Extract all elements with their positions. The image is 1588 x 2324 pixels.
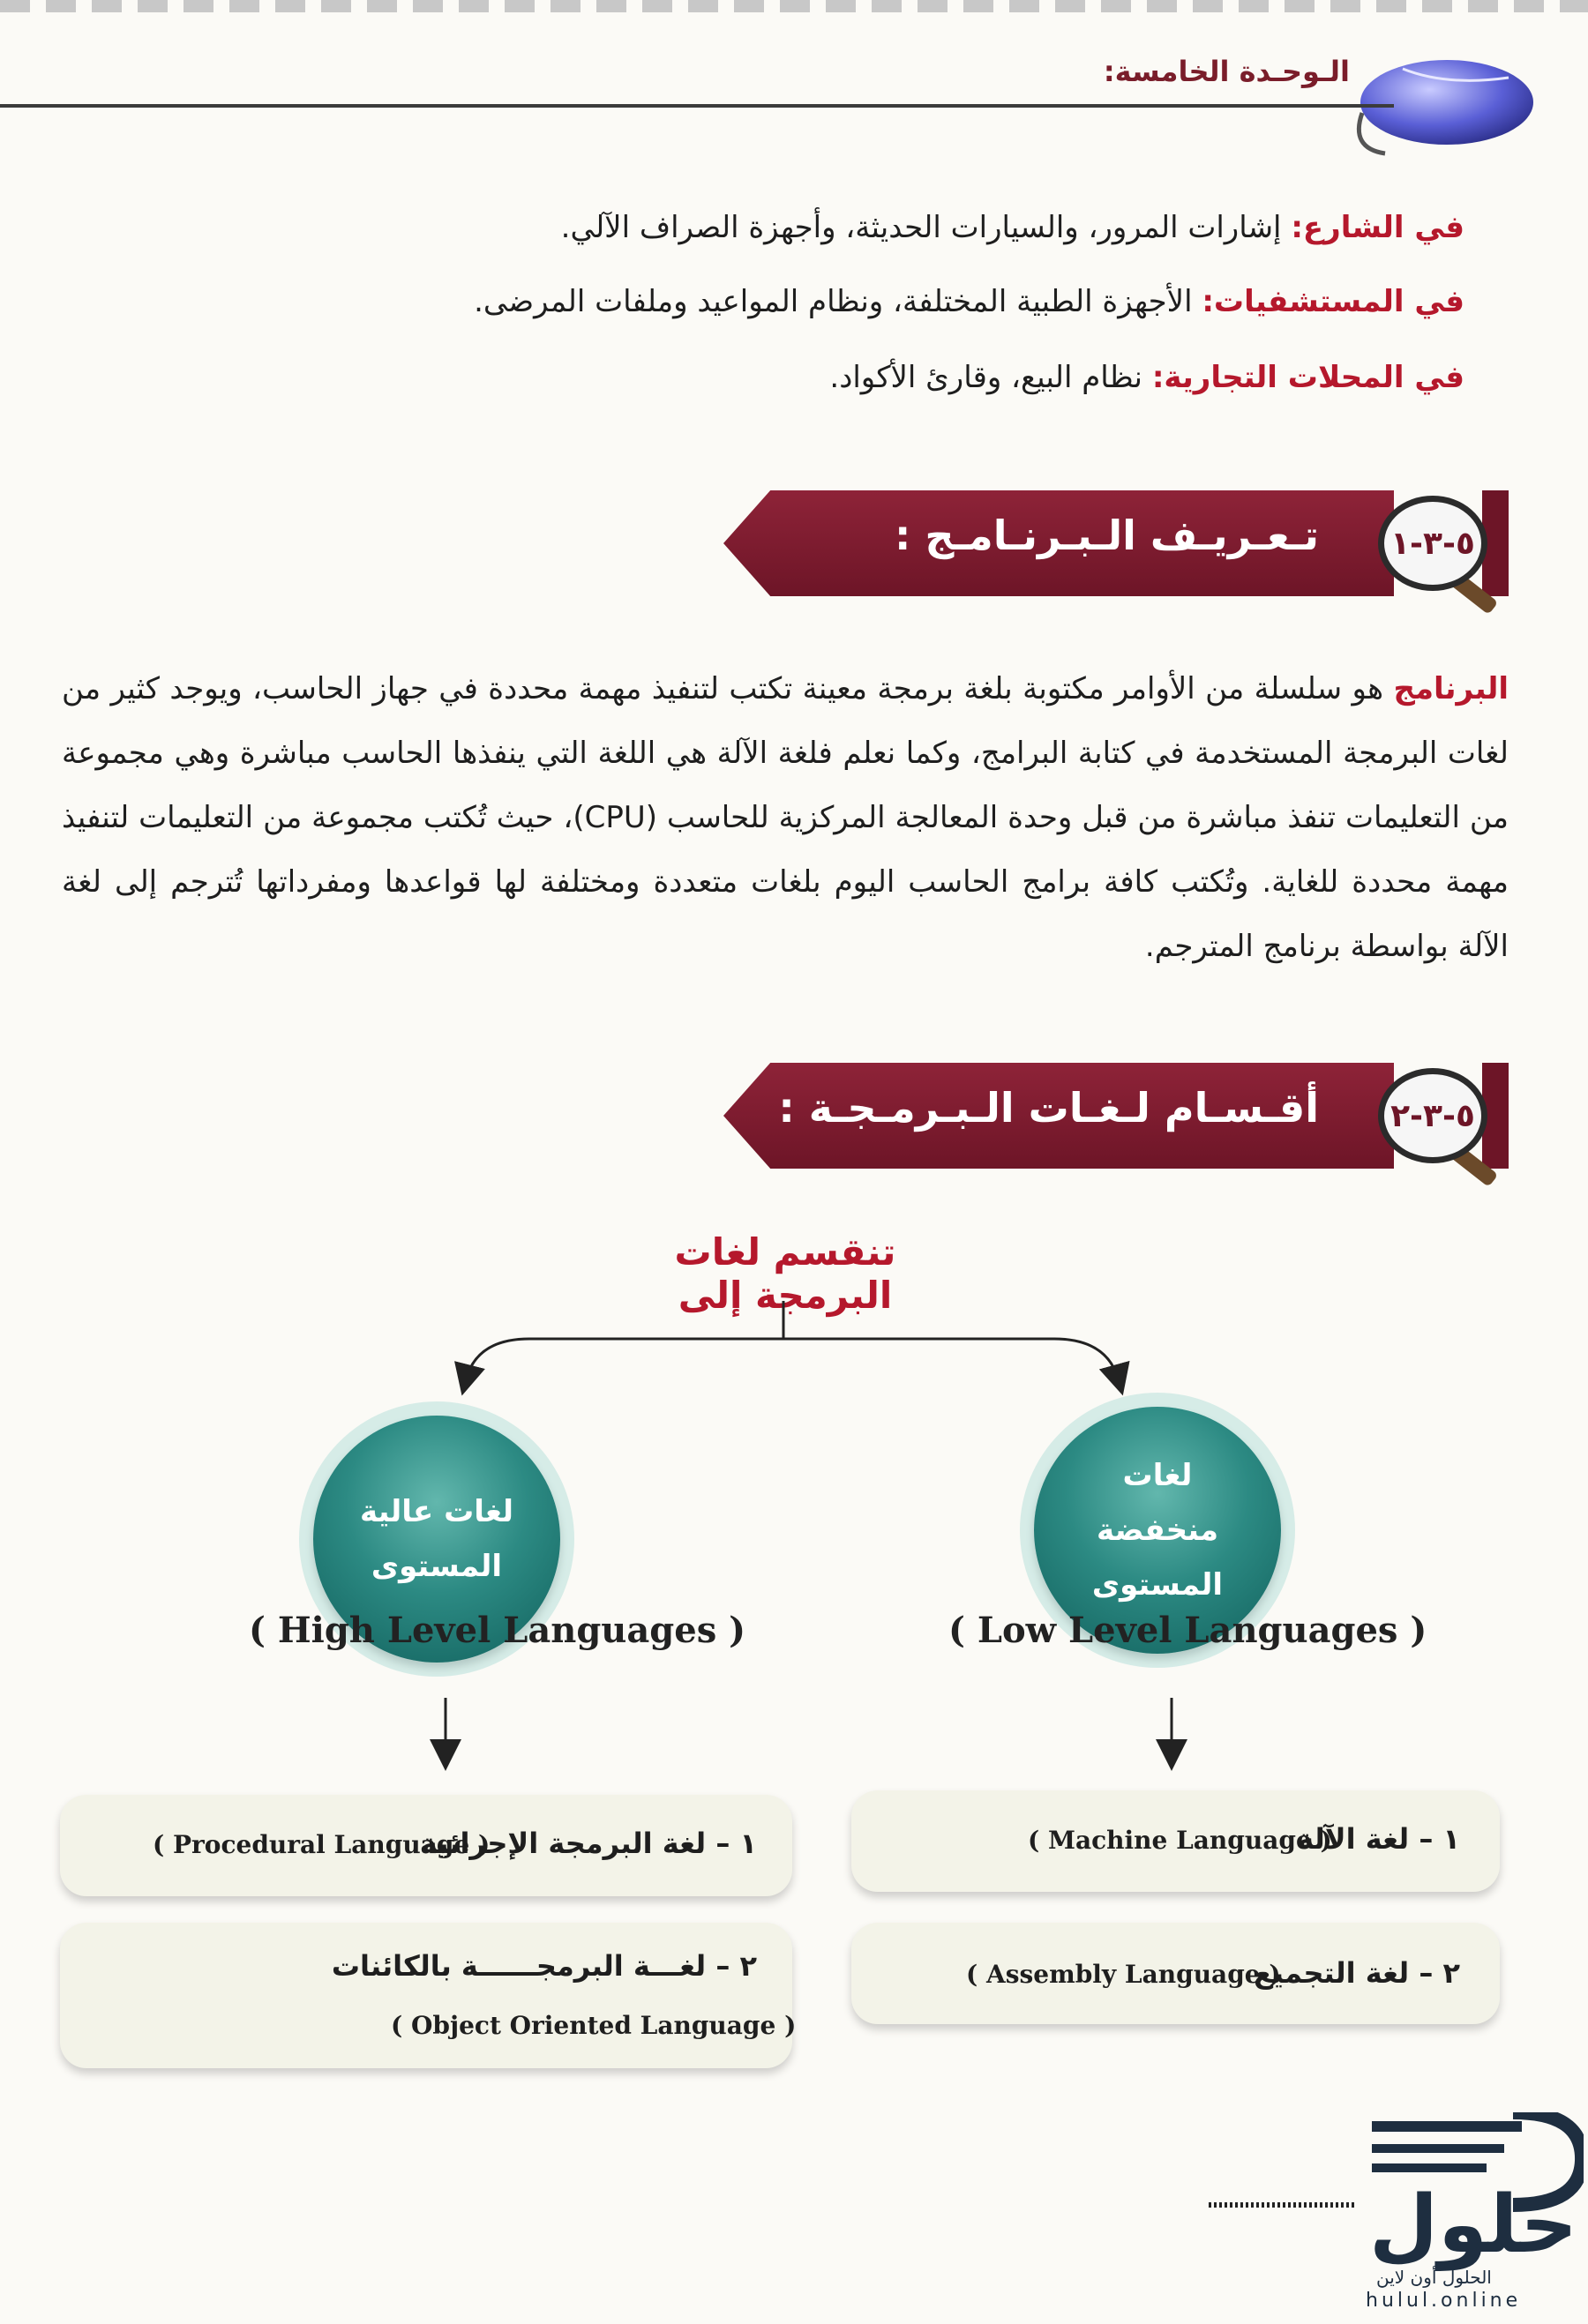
section-title: تـعـريـف الـبـرنـامـج : — [894, 512, 1319, 559]
logo-site: hulul.online — [1366, 2290, 1522, 2312]
section-title: أقـسـام لـغـات الـبـرمـجـة : — [778, 1084, 1319, 1132]
high-level-english: ( High Level Languages ) — [249, 1610, 746, 1651]
bullet-text: الأجهزة الطبية المختلفة، ونظام المواعيد وملفات المرضى. — [474, 284, 1202, 319]
page-dots — [1209, 2202, 1354, 2208]
bullet-label: في المحلات التجارية: — [1151, 360, 1464, 395]
section-number: ٥-٣-٢ — [1378, 1068, 1487, 1163]
bullet-label: في المستشفيات: — [1202, 284, 1464, 319]
bullet-label: في الشارع: — [1291, 210, 1464, 245]
card-assembly-language — [851, 1923, 1500, 2024]
high-level-node-label: لغات عالية المستوى — [360, 1494, 513, 1584]
card-english: ( Assembly Language ) — [966, 1960, 1281, 1989]
tree-root-label: تنقسم لغات البرمجة إلى — [674, 1230, 896, 1317]
bullet-text: نظام البيع، وقارئ الأكواد. — [829, 360, 1152, 395]
logo-subtitle: الحلول أون لاين — [1376, 2267, 1492, 2288]
low-level-node-label: لغات منخفضة المستوى — [1091, 1458, 1224, 1603]
card-english: ( Procedural Language ) — [153, 1830, 491, 1859]
card-arabic: ٢ – لغـــة البرمجــــــة بالكائنات — [331, 1949, 757, 1983]
card-machine-language — [851, 1790, 1500, 1892]
logo-text: حلول — [1369, 2178, 1578, 2271]
card-procedural-language — [60, 1795, 792, 1896]
section-number: ٥-٣-١ — [1378, 496, 1487, 591]
bullet-text: إشارات المرور، والسيارات الحديثة، وأجهزة الصراف الآلي. — [560, 210, 1292, 245]
card-object-oriented-language — [60, 1923, 797, 2068]
card-arabic: ٢ – لغة التجميع — [1254, 1956, 1460, 1990]
card-english: ( Machine Language ) — [1028, 1826, 1332, 1855]
card-arabic: ١ – لغة البرمجة الإجرائية — [420, 1827, 757, 1860]
card-english: ( Object Oriented Language ) — [391, 2011, 797, 2040]
card-arabic: ١ – لغة الآلة — [1297, 1822, 1460, 1856]
definition-term: البرنامج — [1393, 671, 1509, 706]
low-level-english: ( Low Level Languages ) — [948, 1610, 1427, 1651]
unit-title: الـوحـدة الخامسة: — [1103, 55, 1350, 88]
definition-text: هو سلسلة من الأوامر مكتوبة بلغة برمجة معينة تكتب لتنفيذ مهمة محددة في جهاز الحاسب، ويوجد كثير من لغات البرمجة المستخدمة في كتابة البرامج، وكما نعلم فلغة الآلة هي اللغة التي ينفذها الحاسب مباشرة وهي مجموعة من التعليمات تنفذ مباشرة من قبل وحدة المعالجة المركزية للحاسب (CPU)، حيث تُكتب مجموعة من التعليمات لتنفيذ مهمة محددة للغاية. وتُكتب كافة برامج الحاسب اليوم بلغات متعددة ومختلفة لها قواعدها ومفرداتها تُترجم إلى لغة الآلة بواسطة برنامج المترجم. — [62, 671, 1509, 964]
